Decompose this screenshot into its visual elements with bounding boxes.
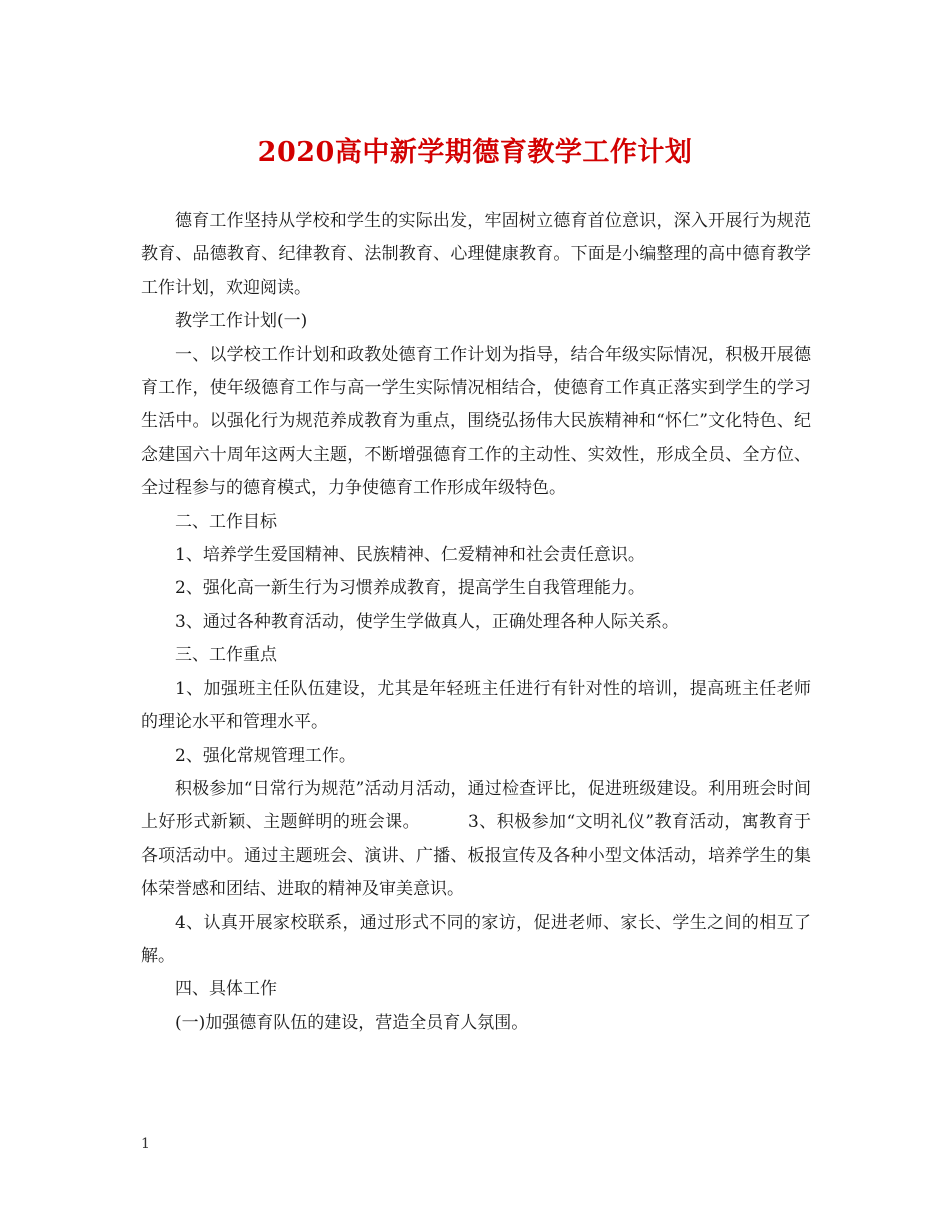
focus-item-4: 4、认真开展家校联系，通过形式不同的家访，促进老师、家长、学生之间的相互了解。	[141, 912, 811, 966]
paragraph-guidance: 一、以学校工作计划和政教处德育工作计划为指导，结合年级实际情况，积极开展德育工作，使年级德育工作与高一学生实际情况相结合，使德育工作真正落实到学生的学习生活中。以强化行为规范养成教育为重点，围绕弘扬伟大民族精神和“怀仁”文化特色、纪念建国六十周年这两大主题，不断增强德育工作的主动性、实效性，形成全员、全方位、全过程参与的德育模式，力争使德育工作形成年级特色。	[141, 344, 811, 499]
specific-item-1: (一)加强德育队伍的建设，营造全员育人氛围。	[175, 1012, 529, 1033]
focus-detail-part-1: 积极参加“日常行为规范”活动月活动，通过检查评比，促进班级建设。利用班会时间上好形式新颖、主题鲜明的班会课。	[141, 778, 811, 833]
intro-paragraph: 德育工作坚持从学校和学生的实际出发，牢固树立德育首位意识，深入开展行为规范教育、品德教育、纪律教育、法制教育、心理健康教育。下面是小编整理的高中德育教学工作计划，欢迎阅读。	[141, 211, 811, 298]
document-title: 2020高中新学期德育教学工作计划	[257, 137, 693, 168]
focus-item-2-detail	[141, 773, 811, 907]
goal-item-2: 2、强化高一新生行为习惯养成教育，提高学生自我管理能力。	[175, 578, 645, 599]
focus-detail-part-2: 3、积极参加“文明礼仪”教育活动，寓教育于各项活动中。通过主题班会、演讲、广播、板报宣传及各种小型文体活动，培养学生的集体荣誉感和团结、进取的精神及审美意识。	[141, 812, 812, 900]
goal-item-3: 3、通过各种教育活动，使学生学做真人，正确处理各种人际关系。	[175, 611, 679, 632]
page-number: 1	[141, 1136, 150, 1152]
section-heading-goals: 二、工作目标	[175, 511, 277, 532]
focus-item-2: 2、强化常规管理工作。	[175, 745, 356, 766]
document-body	[141, 205, 811, 1040]
section-heading-focus: 三、工作重点	[175, 645, 277, 666]
focus-item-1: 1、加强班主任队伍建设，尤其是年轻班主任进行有针对性的培训，提高班主任老师的理论水平和管理水平。	[141, 678, 811, 733]
goal-item-1: 1、培养学生爱国精神、民族精神、仁爱精神和社会责任意识。	[175, 545, 645, 566]
section-heading-plan-1: 教学工作计划(一)	[175, 311, 308, 332]
section-heading-specific: 四、具体工作	[175, 979, 277, 1000]
